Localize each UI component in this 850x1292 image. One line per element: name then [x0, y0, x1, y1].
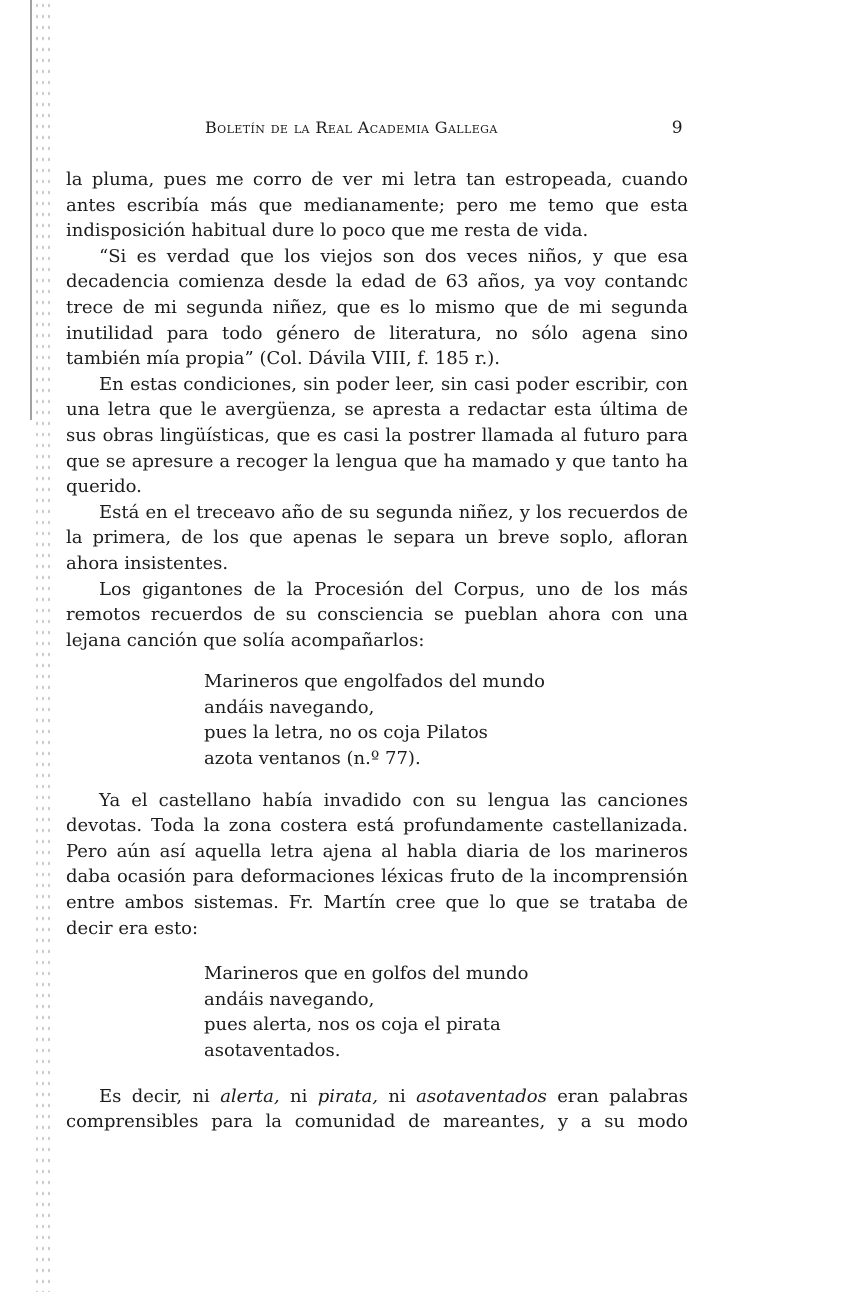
paragraph: En estas condiciones, sin poder leer, sin casi poder escribir, con una letra que le avergüenza, se apresta a redactar esta última de sus obras lingüísticas, que es casi la postrer llamada al futuro para que se apresure a recoger la lengua que ha mamado y que tanto ha querido.	[66, 373, 688, 498]
verse-line: Marineros que engolfados del mundo	[204, 671, 545, 693]
scan-gutter	[0, 0, 60, 1292]
text-run: ni	[378, 1085, 417, 1107]
journal-title: Boletín de la Real Academia Gallega	[205, 118, 498, 137]
paragraph: Ya el castellano había invadido con su lengua las canciones devotas. Toda la zona costera está profundamente castellanizada. Pero aún así aquella letra ajena al habla diaria de los marineros daba ocasión para deformaciones léxicas fruto de la incomprensión entre ambos sistemas. Fr. Martín cree que lo que se trataba de decir era esto:	[66, 789, 688, 939]
verse-line: asotaventados.	[204, 1040, 341, 1061]
page-body	[66, 167, 688, 1135]
verse-line: pues alerta, nos os coja el pirata	[204, 1014, 501, 1036]
emphasis: asotaventados	[416, 1085, 547, 1107]
verse-line: azota ventanos (n.º 77).	[204, 748, 421, 770]
emphasis: pirata,	[317, 1085, 379, 1107]
paragraph: la pluma, pues me corro de ver mi letra tan estropeada, cuando antes escribía más que medianamente; pero me temo que esta indisposición habitual dure lo poco que me resta de vida.	[66, 169, 688, 242]
verse-line: Marineros que en golfos del mundo	[204, 963, 529, 985]
paragraph: “Si es verdad que los viejos son dos veces niños, y que esa decadencia comienza desde la edad de 63 años, ya voy contandc trece de mi segunda niñez, que es lo mismo que de mi segunda inutilidad para todo género de literatura, no sólo agena sino también mía propia” (Col. Dávila VIII, f. 185 r.).	[66, 245, 688, 370]
binding-edge-line	[30, 0, 32, 420]
text-run: eran palabras comprensibles para la comunidad de mareantes, y a su modo	[66, 1085, 688, 1133]
verse-line: andáis navegando,	[204, 696, 375, 718]
emphasis: alerta,	[220, 1085, 280, 1107]
page-number: 9	[671, 118, 683, 138]
binding-edge-noise	[34, 0, 54, 1292]
running-header	[205, 118, 685, 137]
paragraph	[66, 1084, 688, 1135]
verse-block	[204, 669, 688, 771]
verse-line: pues la letra, no os coja Pilatos	[204, 722, 488, 744]
paragraph: Los gigantones de la Procesión del Corpus, uno de los más remotos recuerdos de su consciencia se pueblan ahora con una lejana canción que solía acompañarlos:	[66, 578, 688, 651]
paragraph: Está en el treceavo año de su segunda niñez, y los recuerdos de la primera, de los que apenas le separa un breve soplo, afloran ahora insistentes.	[66, 501, 688, 574]
text-run: Es decir, ni	[99, 1085, 221, 1107]
verse-block	[204, 961, 688, 1063]
verse-line: andáis navegando,	[204, 988, 375, 1010]
text-run: ni	[279, 1085, 318, 1107]
